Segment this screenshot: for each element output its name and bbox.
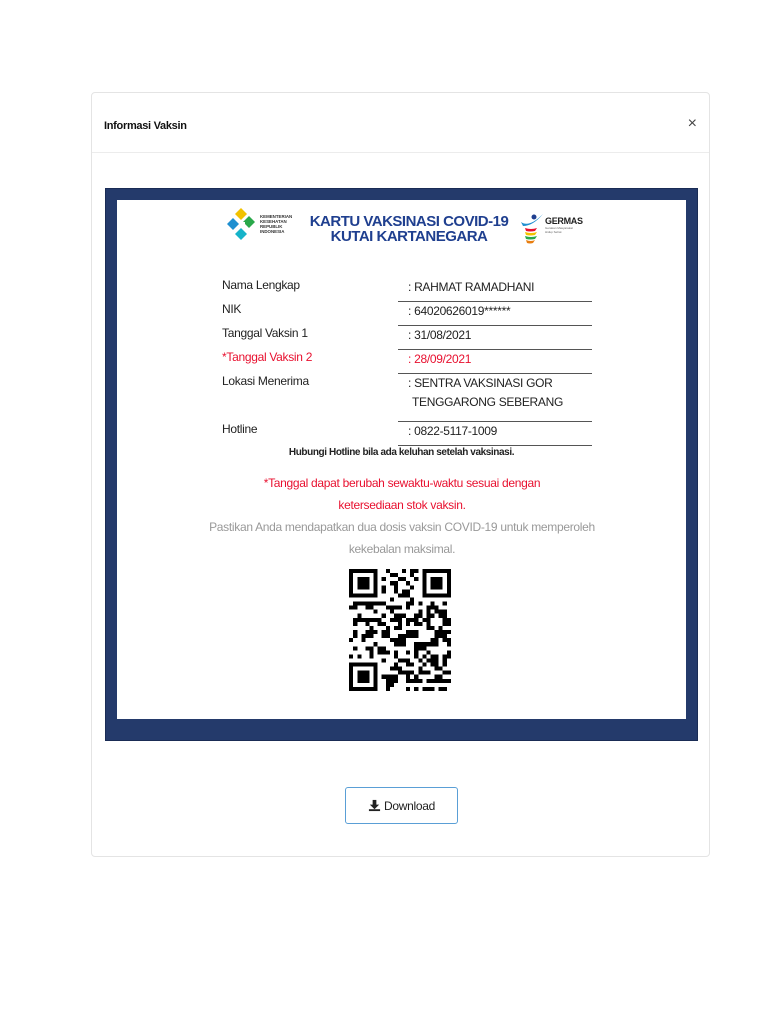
- label-nik: NIK: [222, 302, 242, 316]
- card-title-line2: KUTAI KARTANEGARA: [330, 228, 488, 245]
- card-header: [227, 204, 587, 254]
- vaccine-info-modal: [91, 92, 710, 857]
- germas-label: GERMAS: [545, 216, 583, 226]
- download-label: Download: [384, 798, 435, 813]
- label-vaccine-date-1: Tanggal Vaksin 1: [222, 326, 308, 340]
- vaccine-card: [117, 200, 686, 719]
- label-full-name: Nama Lengkap: [222, 278, 300, 292]
- card-title: [309, 214, 509, 244]
- qr-code: [349, 569, 451, 691]
- vaccine-card-frame: [105, 188, 698, 741]
- kemenkes-logo-icon: [227, 206, 257, 244]
- card-title-line1: KARTU VAKSINASI COVID-19: [309, 213, 509, 230]
- modal-header: [92, 93, 709, 153]
- hotline-note: Hubungi Hotline bila ada keluhan setelah vaksinasi.: [288, 447, 515, 458]
- dose-reminder-note: Pastikan Anda mendapatkan dua dosis vaksin COVID-19 untuk memperoleh kekebalan maksimal.: [209, 520, 595, 556]
- download-icon: [368, 799, 381, 812]
- value-location-line2: TENGGARONG SEBERANG: [412, 395, 563, 409]
- value-vaccine-date-2: : 28/09/2021: [398, 350, 592, 374]
- label-vaccine-date-2: *Tanggal Vaksin 2: [222, 350, 313, 364]
- germas-logo-icon: [517, 208, 547, 248]
- value-hotline: : 0822-5117-1009: [398, 422, 592, 446]
- value-vaccine-date-1: : 31/08/2021: [398, 326, 592, 350]
- close-button[interactable]: ×: [687, 115, 697, 132]
- value-full-name: : RAHMAT RAMADHANI: [398, 278, 592, 302]
- ministry-text: KEMENTERIAN KESEHATAN REPUBLIK INDONESIA: [260, 214, 293, 234]
- download-button[interactable]: [345, 787, 458, 824]
- modal-title: Informasi Vaksin: [104, 120, 187, 132]
- label-hotline: Hotline: [222, 422, 258, 436]
- value-location-line1: : SENTRA VAKSINASI GOR: [408, 376, 553, 390]
- value-nik: : 64020626019******: [398, 302, 592, 326]
- label-location: Lokasi Menerima: [222, 374, 309, 388]
- value-location: [398, 374, 592, 422]
- germas-subtitle: Gerakan Masyarakat Hidup Sehat: [545, 226, 573, 234]
- date-change-note: *Tanggal dapat berubah sewaktu-waktu sesuai dengan ketersediaan stok vaksin.: [263, 476, 541, 512]
